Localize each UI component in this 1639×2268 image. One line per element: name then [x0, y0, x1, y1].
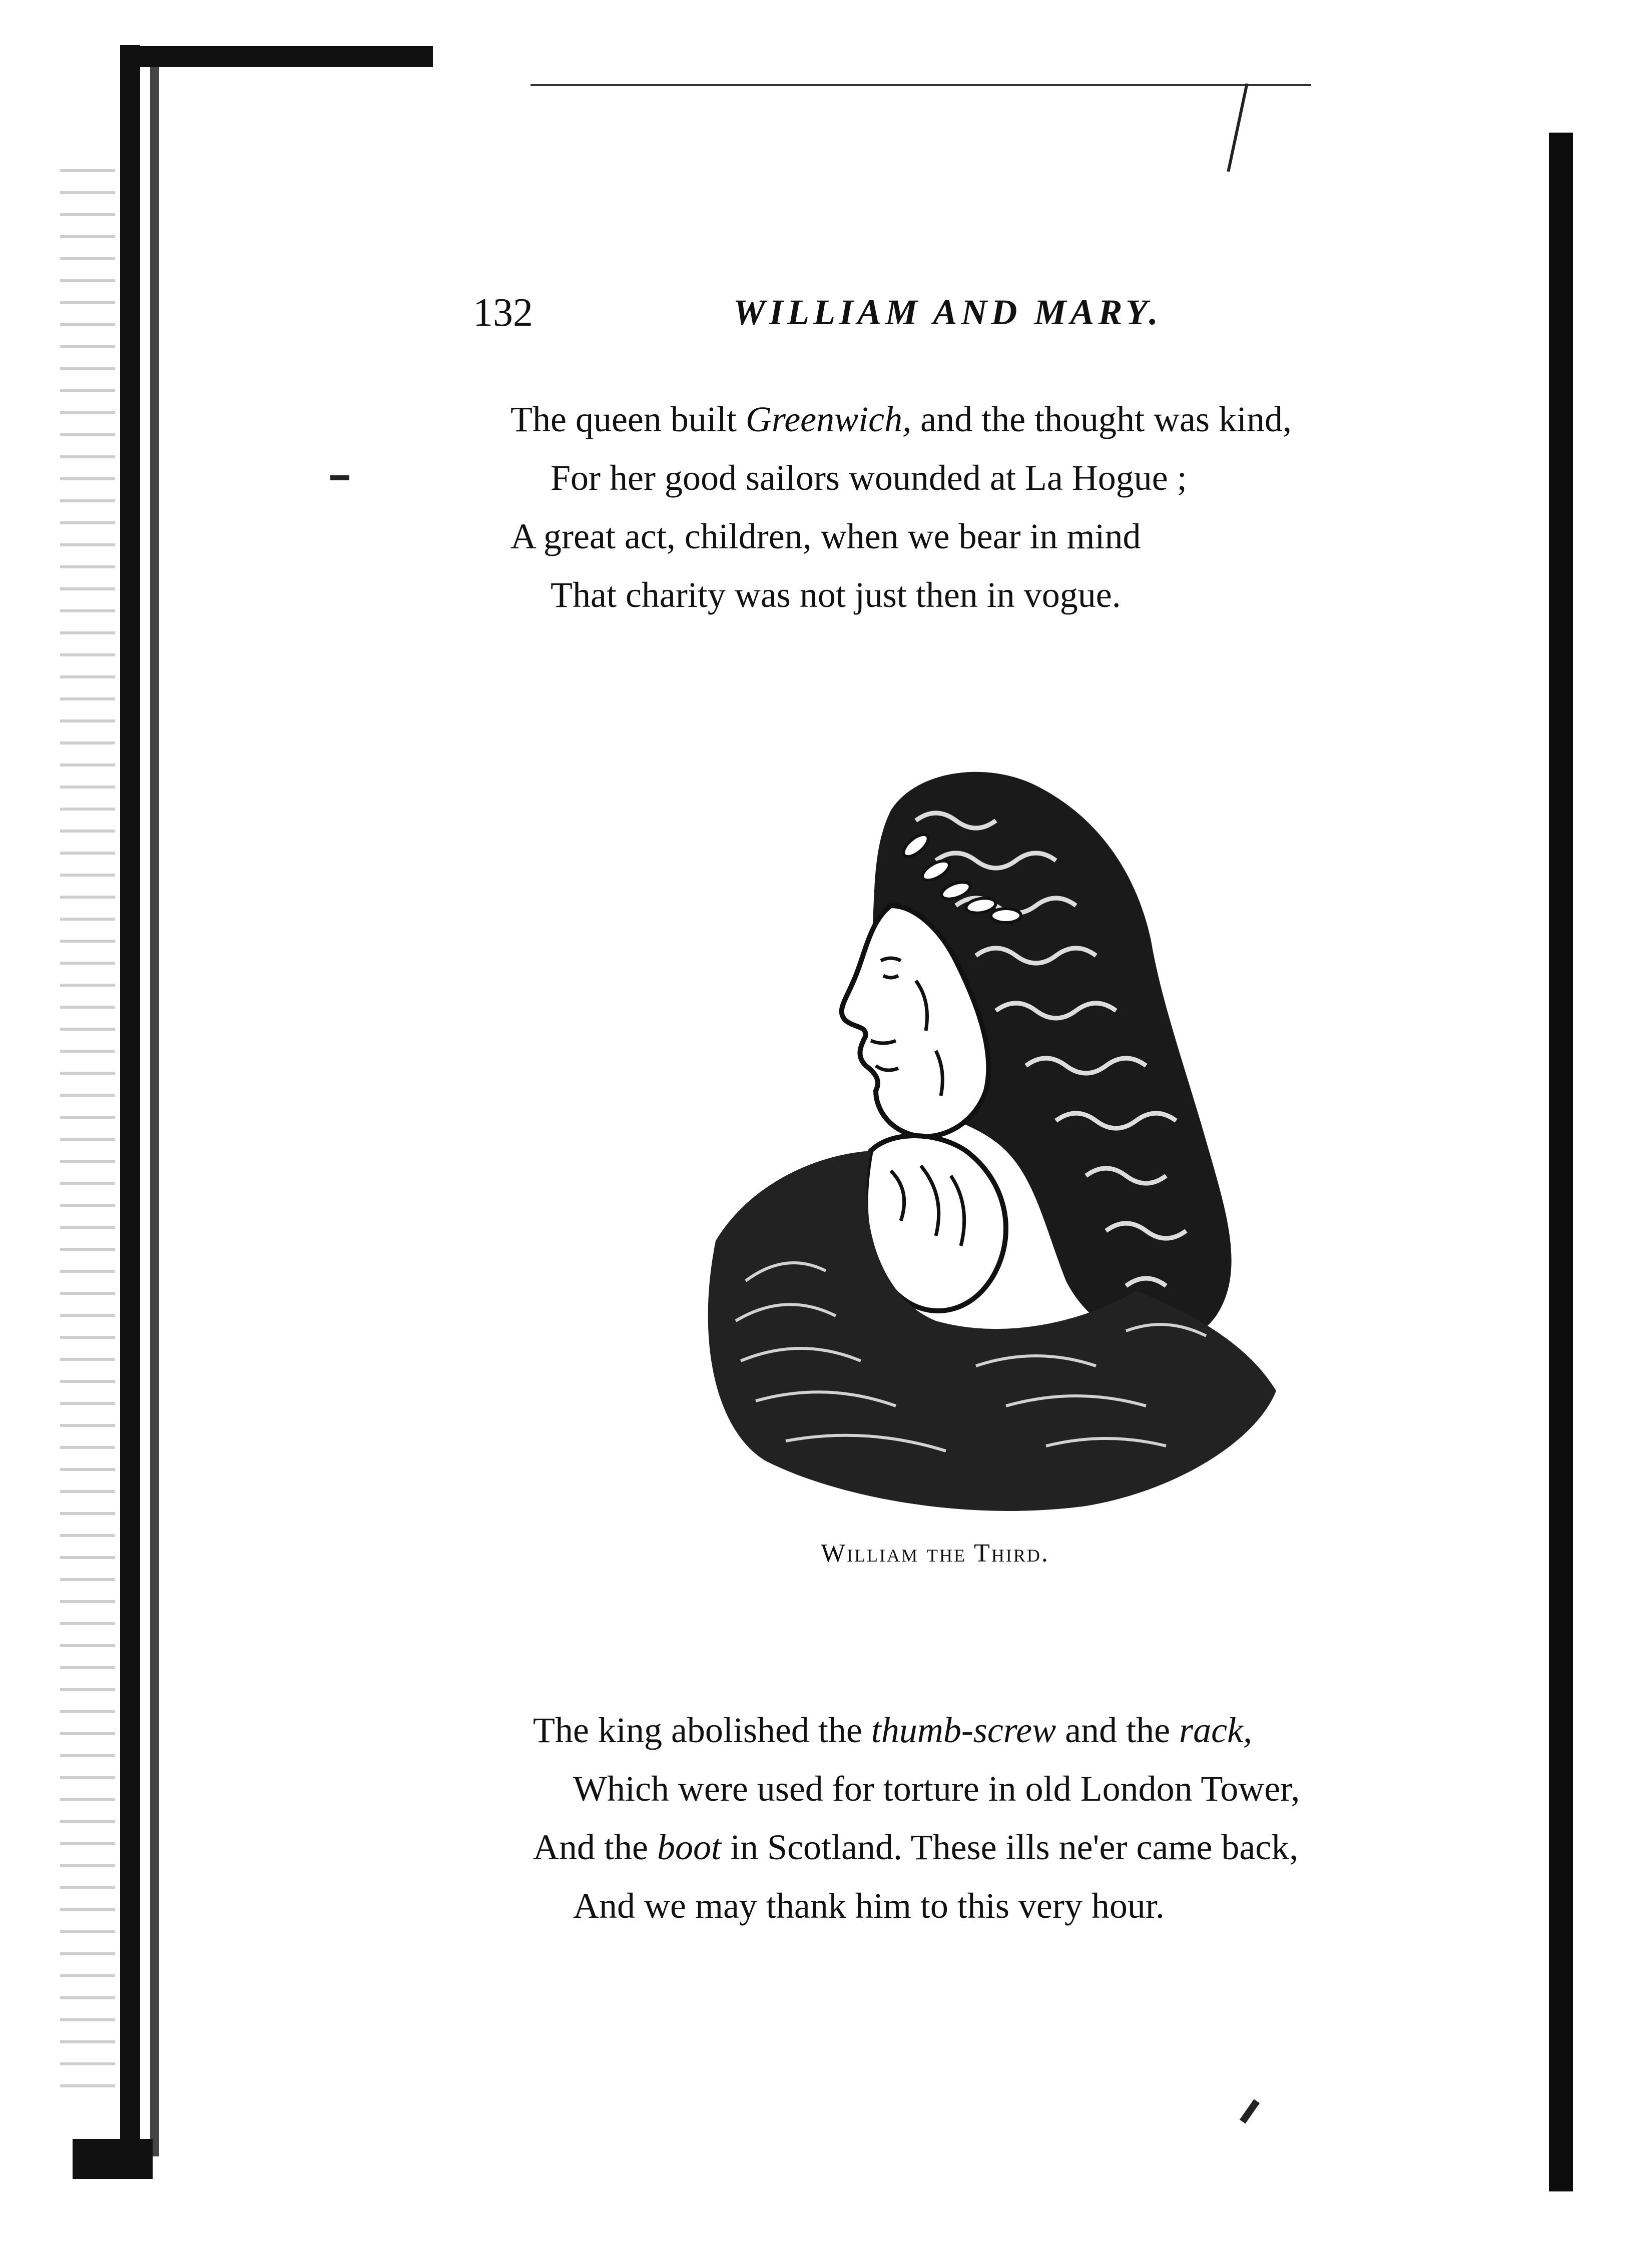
top-rule-line — [530, 84, 1311, 86]
page-number: 132 — [473, 291, 533, 335]
verse-text: and the thought was kind, — [911, 399, 1292, 439]
verse-line — [510, 390, 1292, 449]
verse-line: And we may thank him to this very hour. — [573, 1886, 1165, 1926]
ink-mark — [1227, 83, 1248, 172]
verse-line — [533, 1818, 1300, 1877]
verse-line: A great act, children, when we bear in mind — [510, 516, 1141, 556]
verse-emphasis: rack, — [1179, 1710, 1252, 1750]
verse-line: Which were used for torture in old London Tower, — [573, 1769, 1300, 1809]
illustration-caption: William the Third. — [821, 1539, 1049, 1568]
stanza-thumbscrew — [533, 1701, 1300, 1935]
scan-corner-bottom — [73, 2139, 153, 2179]
book-spine-edge — [120, 45, 140, 2166]
verse-emphasis: Greenwich, — [745, 399, 912, 439]
stanza-greenwich — [510, 390, 1292, 624]
verse-emphasis: boot — [657, 1827, 721, 1867]
scan-speckle-left — [60, 150, 115, 2101]
ink-mark — [1240, 2099, 1260, 2124]
verse-text: and the — [1056, 1710, 1180, 1750]
verse-text: And the — [533, 1827, 657, 1867]
ink-mark — [330, 475, 349, 480]
verse-text: The king abolished the — [533, 1710, 871, 1750]
verse-line — [533, 1701, 1300, 1760]
verse-text: The queen built — [510, 399, 746, 439]
scan-corner-top — [125, 46, 433, 67]
verse-line: That charity was not just then in vogue. — [551, 575, 1121, 615]
page-right-edge — [1549, 133, 1573, 2191]
book-spine-shadow — [150, 60, 159, 2156]
verse-line: For her good sailors wounded at La Hogue ; — [551, 458, 1187, 498]
portrait-engraving — [656, 740, 1316, 1521]
verse-emphasis: thumb-screw — [871, 1710, 1056, 1750]
running-head: WILLIAM AND MARY. — [733, 292, 1162, 332]
verse-text: in Scotland. These ills ne'er came back, — [721, 1827, 1299, 1867]
